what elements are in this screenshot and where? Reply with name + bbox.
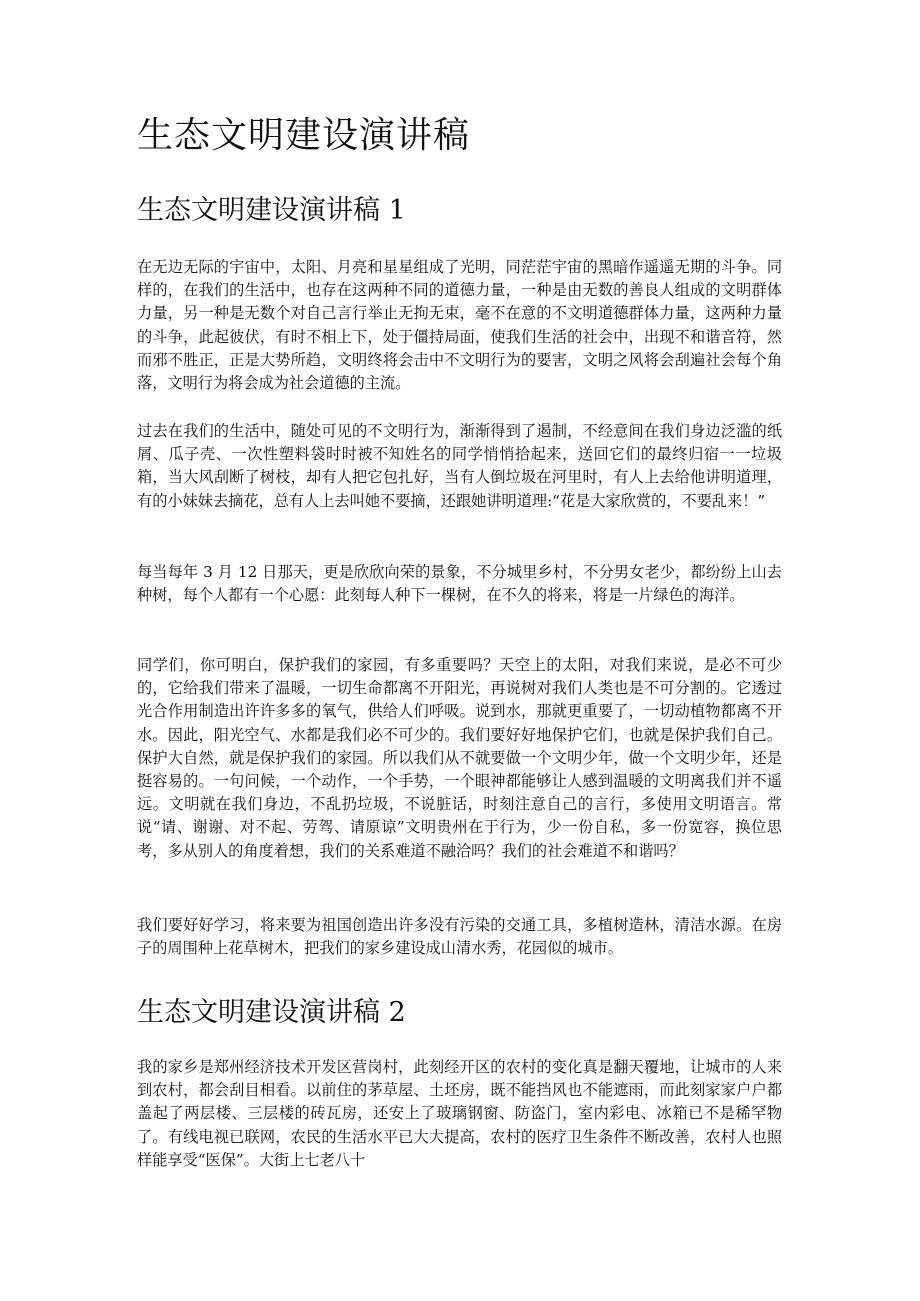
paragraph: 在无边无际的宇宙中，太阳、月亮和星星组成了光明，同茫茫宇宙的黑暗作遥遥无期的斗争。同样的，在我们的生活中，也存在这两种不同的道德力量，一种是由无数的善良人组成的文明群体力量，另一种是无数个对自己言行举止无拘无束，毫不在意的不文明道德群体力量，这两种力量的斗争，此起彼伏，有时不相上下，处于僵持局面，使我们生活的社会中，出现不和谐音符，然而邪不胜正，正是大势所趋，文明终将会击中不文明行为的要害，文明之风将会刮遍社会每个角落，文明行为将会成为社会道德的主流。: [137, 258, 782, 393]
section-heading-1: 生态文明建设演讲稿 1: [137, 195, 406, 226]
paragraph: 同学们，你可明白，保护我们的家园，有多重要吗？天空上的太阳，对我们来说，是必不可少的，它给我们带来了温暖，一切生命都离不开阳光，再说树对我们人类也是不可分割的。它透过光合作用制造出许许多多的氧气，供给人们呼吸。说到水，那就更重要了，一切动植物都离不开水。因此，阳光空气、水都是我们必不可少的。我们要好好地保护它们，也就是保护我们自己。保护大自然，就是保护我们的家园。所以我们从不就要做一个文明少年，做一个文明少年，还是挺容易的。一句问候，一个动作，一个手势，一个眼神都能够让人感到温暖的文明离我们并不遥远。文明就在我们身边，不乱扔垃圾，不说脏话，时刻注意自己的言行，多使用文明语言。常说“请、谢谢、对不起、劳驾、请原谅”文明贵州在于行为，少一份自私，多一份宽容，换位思考，多从别人的角度着想，我们的关系难道不融洽吗？我们的社会难道不和谐吗？: [137, 656, 782, 860]
paragraph: 我的家乡是郑州经济技术开发区营岗村，此刻经开区的农村的变化真是翻天覆地，让城市的人来到农村，都会刮目相看。以前住的茅草屋、土坯房，既不能挡风也不能遮雨，而此刻家家户户都盖起了两层楼、三层楼的砖瓦房，还安上了玻璃钢窗、防盗门，室内彩电、冰箱已不是稀罕物了。有线电视已联网，农民的生活水平已大大提高，农村的医疗卫生条件不断改善，农村人也照样能享受“医保”。大街上七老八十: [137, 1058, 782, 1169]
section-heading-2: 生态文明建设演讲稿 2: [137, 997, 406, 1028]
paragraph: 过去在我们的生活中，随处可见的不文明行为，渐渐得到了遏制，不经意间在我们身边泛滥的纸屑、瓜子壳、一次性塑料袋时时被不知姓名的同学悄悄拾起来，送回它们的最终归宿一一垃圾箱，当大风刮断了树枝，却有人把它包扎好，当有人倒垃圾在河里时，有人上去给他讲明道理，有的小妹妹去摘花，总有人上去叫她不要摘，还跟她讲明道理:“花是大家欣赏的，不要乱来！”: [137, 422, 782, 510]
paragraph: 每当每年 3 月 12 日那天，更是欣欣向荣的景象，不分城里乡村，不分男女老少，都纷纷上山去种树，每个人都有一个心愿：此刻每人种下一棵树，在不久的将来，将是一片绿色的海洋。: [137, 563, 782, 605]
document-title: 生态文明建设演讲稿: [137, 115, 471, 156]
paragraph: 我们要好好学习，将来要为祖国创造出许多没有污染的交通工具，多植树造林，清洁水源。在房子的周围种上花草树木，把我们的家乡建设成山清水秀，花园似的城市。: [137, 916, 782, 958]
